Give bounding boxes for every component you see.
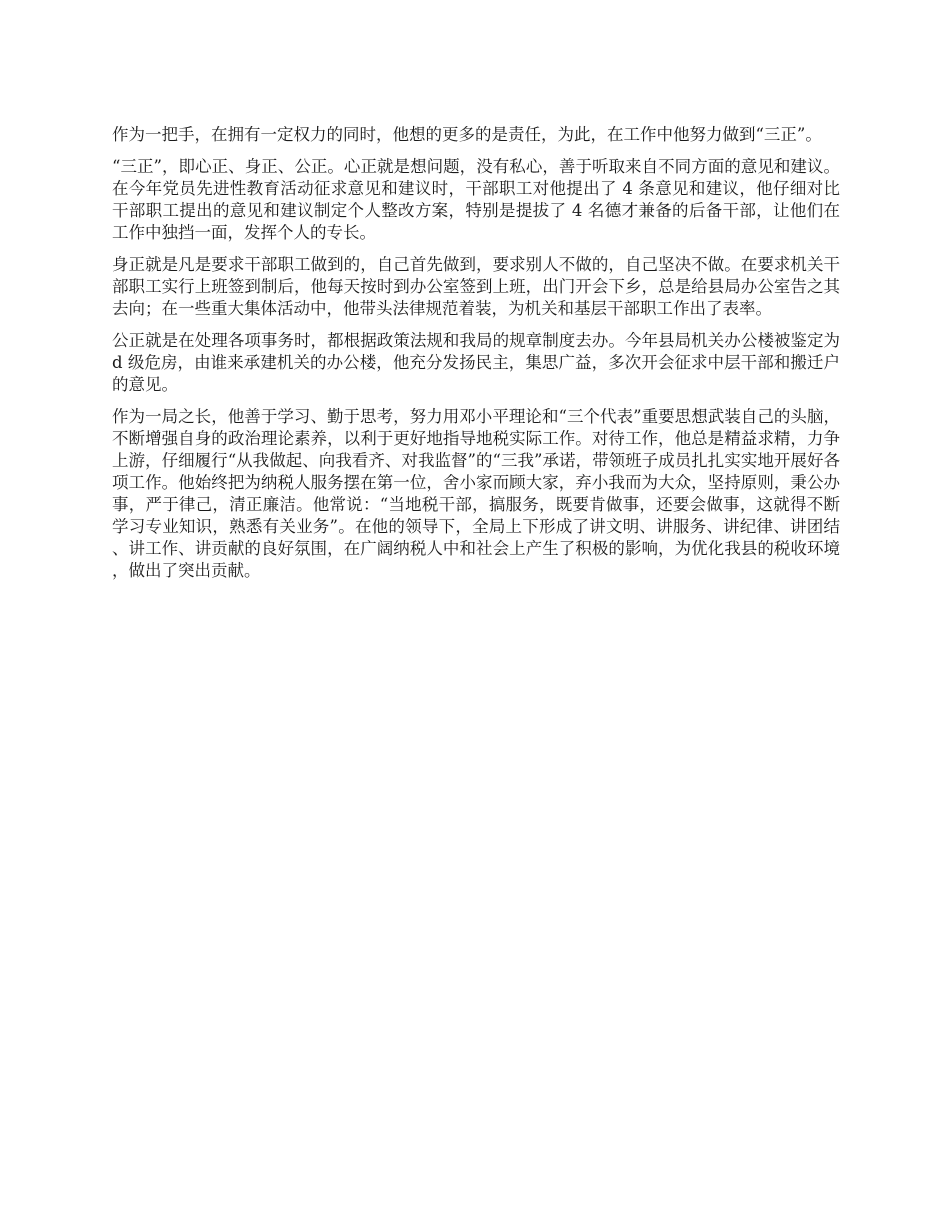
paragraph-shen-zheng: 身正就是凡是要求干部职工做到的，自己首先做到，要求别人不做的，自己坚决不做。在要求机关干部职工实行上班签到制后，他每天按时到办公室签到上班，出门开会下乡，总是给县局办公室告之其去向；在一些重大集体活动中，他带头法律规范着装，为机关和基层干部职工作出了表率。: [112, 255, 840, 318]
paragraph-xin-zheng: “三正”，即心正、身正、公正。心正就是想问题，没有私心，善于听取来自不同方面的意见和建议。在今年党员先进性教育活动征求意见和建议时，干部职工对他提出了 4 条意见和建议，他仔细对比干部职工提出的意见和建议制定个人整改方案，特别是提拔了 4 名德才兼备的后备干部，让他们在工作中独挡一面，发挥个人的专长。: [112, 157, 840, 242]
paragraph-san-zheng-intro: 作为一把手，在拥有一定权力的同时，他想的更多的是责任，为此，在工作中他努力做到“三正”。: [112, 125, 822, 144]
document-body: [112, 124, 840, 592]
paragraph-leadership: 作为一局之长，他善于学习、勤于思考，努力用邓小平理论和“三个代表”重要思想武装自己的头脑，不断增强自身的政治理论素养，以利于更好地指导地税实际工作。对待工作，他总是精益求精，力争上游，仔细履行“从我做起、向我看齐、对我监督”的“三我”承诺，带领班子成员扎扎实实地开展好各项工作。他始终把为纳税人服务摆在第一位，舍小家而顾大家，弃小我而为大众，坚持原则，秉公办事，严于律己，清正廉洁。他常说：“当地税干部，搞服务，既要肯做事，还要会做事，这就得不断学习专业知识，熟悉有关业务”。在他的领导下，全局上下形成了讲文明、讲服务、讲纪律、讲团结、讲工作、讲贡献的良好氛围，在广阔纳税人中和社会上产生了积极的影响，为优化我县的税收环境，做出了突出贡献。: [112, 407, 840, 580]
paragraph-gong-zheng: 公正就是在处理各项事务时，都根据政策法规和我局的规章制度去办。今年县局机关办公楼被鉴定为 d 级危房，由谁来承建机关的办公楼，他充分发扬民主，集思广益，多次开会征求中层干部和搬迁户的意见。: [112, 331, 840, 394]
